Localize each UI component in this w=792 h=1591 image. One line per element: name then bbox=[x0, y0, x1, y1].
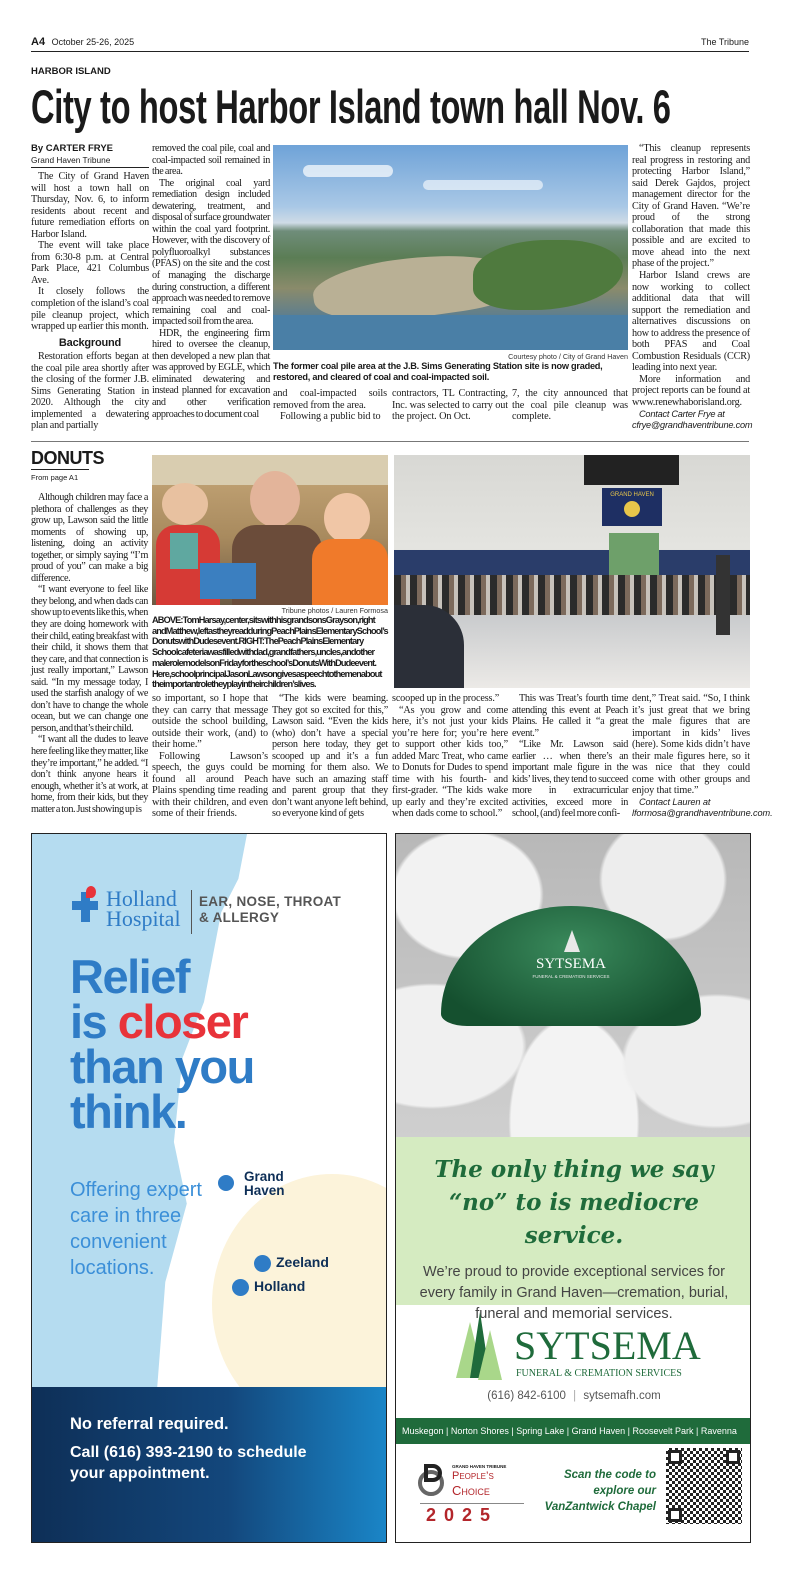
caption-above-text: Tom Harsay, center, sits with his grandsons Grayson, right and Matthew, left as they read during Peach Plains Elementary School’s Donuts with Dudes event. bbox=[152, 615, 388, 647]
holland-hospital-ad[interactable] bbox=[31, 833, 387, 1543]
location-dot-icon bbox=[232, 1279, 249, 1296]
donuts-column-5 bbox=[512, 693, 628, 820]
paragraph: Following Lawson’s speech, the guys could be found all around Peach Plains spending time reading with their children, and even some of their friends. bbox=[152, 750, 268, 820]
byline-affiliation: Grand Haven Tribune bbox=[31, 155, 111, 165]
headline bbox=[31, 79, 747, 134]
headline-band bbox=[396, 1137, 751, 1322]
paragraph: “The kids were beaming. They got so excited for this,” Lawson said. “Even the kids (who) don’t have a special person here today, they get scooped up and it’s a fun morning for them also. We have such an amazing staff and parent group that they don’t want anyone left behind, so everyone kind of gets bbox=[272, 693, 388, 820]
donuts-column-4 bbox=[392, 693, 508, 820]
donuts-photo-caption bbox=[152, 615, 388, 690]
contact-line: Contact Carter Frye at cfrye@grandhaventribune.com bbox=[632, 408, 753, 430]
sytsema-tree-logo-icon bbox=[456, 1312, 502, 1382]
paragraph: Following a public bid to bbox=[280, 411, 381, 423]
paragraph: contractors, TL Contracting, Inc. was selected to carry out the project. On Oct. bbox=[392, 388, 508, 423]
scan-text: Scan the code to explore our VanZantwick Chapel bbox=[544, 1469, 656, 1513]
sytsema-brand: SYTSEMA bbox=[514, 1323, 701, 1368]
paragraph: The event will take place from 6:30-8 p.m. at Central Park Place, 421 Columbus Ave. bbox=[31, 240, 149, 286]
article-column-6 bbox=[632, 143, 753, 431]
paragraph: “This cleanup represents real progress in restoring and protecting Harbor Island,” said Derek Gajdos, project management director for the City of Grand Haven. “We’re proud of the strong collaboration that made this possible and are excited to move ahead into the next phase of the project.” bbox=[632, 143, 750, 270]
paragraph: and coal-impacted soils removed from the area. bbox=[273, 388, 387, 411]
cafeteria-event-photo bbox=[394, 455, 750, 688]
page-header bbox=[31, 36, 749, 50]
paragraph: HDR, the engineering firm hired to oversee the cleanup, then developed a new plan that was approved by EGLE, which eliminated dewatering and instead planned for excavation and other verification approaches to document coal bbox=[152, 327, 270, 420]
holland-brand: Holland Hospital bbox=[106, 886, 181, 931]
qr-code[interactable] bbox=[666, 1448, 742, 1524]
caption-right-label: RIGHT: bbox=[238, 636, 265, 647]
byline: By CARTER FRYE bbox=[31, 143, 113, 154]
offering-text: Offering expert care in three convenient locations. bbox=[70, 1179, 202, 1279]
article-column-2 bbox=[152, 143, 270, 420]
paragraph: Harbor Island crews are now working to collect additional data that will support the remediation and alternatives discussions on how to address the presence of both PFAS and Coal Combustion Residuals (CCR) leading into next year. bbox=[632, 270, 750, 374]
location-zeeland: Zeeland bbox=[254, 1254, 329, 1270]
website-link[interactable]: sytsemafh.com bbox=[583, 1390, 661, 1402]
umbrellas-photo bbox=[396, 834, 751, 1137]
harbor-island-aerial-photo bbox=[273, 145, 628, 350]
photo-credit: Courtesy photo / City of Grand Haven bbox=[508, 352, 628, 361]
paragraph: “I want everyone to feel like they belong, and when dads can show up to events like this, when they are doing homework with their child, eating breakfast with their child, it shows them that they care, and that connection is just really important,” Lawson said. “In my message today, I used the starfish analogy of we don’t have to change the whole ocean, but we can change one person, and that’s their child. bbox=[31, 584, 148, 734]
umbrella-sub: FUNERAL & CREMATION SERVICES bbox=[532, 974, 610, 979]
article-column-3 bbox=[273, 388, 387, 423]
donuts-column-3 bbox=[272, 693, 388, 820]
paragraph: It closely follows the completion of the island’s coal pile cleanup project, which wrapped up earlier this month. bbox=[31, 286, 149, 333]
paper-name: The Tribune bbox=[700, 37, 749, 47]
donuts-column-2 bbox=[152, 693, 268, 820]
paragraph: The City of Grand Haven will host a town hall on Thursday, Nov. 6, to inform residents about recent and future remediation efforts on Harbor Island. bbox=[31, 171, 149, 240]
phone-number[interactable]: (616) 842-6100 bbox=[487, 1390, 566, 1402]
paragraph: so important, so I hope that they can carry that message outside the school building, outside their work, (and) to their home.” bbox=[152, 693, 268, 751]
paragraph: Although children may face a plethora of challenges as they grow up, Lawson said the little moments of showing up, listening, doing an activity together, or simply saying “I’m proud of you” can make a big difference. bbox=[31, 492, 148, 584]
cta-band: No referral required. Call (616) 393-2190 to schedule your appointment. bbox=[32, 1387, 387, 1543]
ad-headline: Relief is closer than you think. bbox=[70, 950, 254, 1138]
paragraph: dent,” Treat said. “So, I think it’s just great that we bring the male figures that are important in kids’ lives (here). Some kids didn’t have their male figures here, so it was nice that they could come with other groups and enjoy that time.” bbox=[632, 693, 750, 797]
donuts-column-6 bbox=[632, 693, 773, 819]
location-dot-icon bbox=[254, 1255, 271, 1272]
paragraph: Restoration efforts began at the coal pile area shortly after the closing of the former J.B. Sims Generating Station in 2020. Although the city implemented a dewatering plan and partially bbox=[31, 351, 149, 432]
donuts-title: DONUTS bbox=[31, 448, 104, 468]
caption-right-text: The Peach Plains Elementary School cafeteria was filled with dad, grandfathers, uncles, and other male role models on Friday for the school’s Donuts With Dude event. Here, school principal Jason Lawson gives a speech to the men about the important role they play in their children’s lives. bbox=[152, 636, 382, 690]
section-divider bbox=[31, 441, 749, 442]
page-number: A4 bbox=[31, 36, 46, 48]
sytsema-brand-sub: FUNERAL & CREMATION SERVICES bbox=[516, 1368, 682, 1379]
school-banner: GRAND HAVEN bbox=[602, 488, 662, 526]
sytsema-headline: The only thing we say “no” to is mediocre service. bbox=[434, 1156, 714, 1249]
paragraph: More information and project reports can be found at www.renewhaborisland.org. bbox=[632, 373, 750, 409]
locations-bar: Muskegon | Norton Shores | Spring Lake | Grand Haven | Roosevelt Park | Ravenna bbox=[396, 1418, 751, 1444]
paragraph: removed the coal pile, coal and coal-impacted soil remained in the area. bbox=[152, 143, 270, 178]
article-column-1 bbox=[31, 171, 149, 432]
caption-above-label: ABOVE: bbox=[152, 615, 183, 625]
location-dot-icon bbox=[218, 1175, 234, 1191]
donuts-contact-line: Contact Lauren at lformosa@grandhaventribune.com. bbox=[632, 796, 773, 818]
subhead-background: Background bbox=[58, 336, 122, 349]
sytsema-ad[interactable] bbox=[395, 833, 751, 1543]
sytsema-body: We’re proud to provide exceptional services for every family in Grand Haven—cremation, burial, funeral and memorial services. bbox=[419, 1264, 729, 1322]
paragraph: “As you grow and come here, it’s not just your kids you’re here for; you’re here to support other kids too,” added Marc Treat, who came to Donuts for Dudes to spend time with his fourth- and first-grader. “The kids wake up early and they’re excited when dads come to school.” bbox=[392, 704, 508, 820]
grandfather-reading-photo bbox=[152, 455, 388, 605]
article-column-4 bbox=[392, 388, 508, 423]
jump-line: From page A1 bbox=[31, 473, 79, 482]
paragraph: This was Treat’s fourth time attending this event at Peach Plains. He called it “a great event.” bbox=[512, 693, 628, 739]
donuts-column-1 bbox=[31, 492, 148, 815]
paragraph: scooped up in the process.” bbox=[392, 693, 500, 704]
logo-divider bbox=[191, 890, 192, 934]
paragraph: “Like Mr. Lawson said earlier … when there’s an important male figure in the kids’ lives, they tend to succeed more in extracurricular activities, exceed more in school, (and) feel more confi- bbox=[512, 739, 628, 820]
header-rule bbox=[31, 51, 749, 52]
department-name: EAR, NOSE, THROAT & ALLERGY bbox=[199, 894, 342, 925]
byline-rule bbox=[31, 167, 149, 168]
peoples-choice-award: GRAND HAVEN TRIBUNE People’s Choice 2025 bbox=[418, 1462, 530, 1524]
holland-hospital-logo-icon bbox=[72, 886, 102, 930]
umbrella-brand: SYTSEMA bbox=[535, 956, 606, 972]
donuts-title-rule bbox=[31, 469, 89, 470]
location-grand-haven: Grand Haven bbox=[218, 1170, 314, 1198]
article-column-5 bbox=[512, 388, 628, 423]
donuts-photo-credit: Tribune photos / Lauren Formosa bbox=[281, 606, 388, 615]
paragraph: The original coal yard remediation design included dewatering, treatment, and disposal of surface groundwater within the coal yard footprint. However, with the discovery of polyfluoroalkyl substances (PFAS) on the site and the cost of managing the discharge during construction, a different approach was needed to remove remaining coal and coal-impacted soil from the area. bbox=[152, 177, 270, 328]
section-label: HARBOR ISLAND bbox=[31, 66, 111, 77]
headline-text: City to host Harbor Island town hall Nov. 6 bbox=[31, 80, 671, 133]
separator: | bbox=[573, 1390, 577, 1402]
issue-date: October 25-26, 2025 bbox=[51, 37, 135, 47]
photo-caption: The former coal pile area at the J.B. Sims Generating Station site is now graded, restored, and cleared of coal and coal-impacted soil. bbox=[273, 361, 603, 382]
contact-info bbox=[396, 1390, 751, 1402]
location-holland: Holland bbox=[232, 1278, 305, 1294]
paragraph: “I want all the dudes to leave here feeling like they matter, like they’re important,” he added. “I don’t think anyone hears it enough, whether it’s at work, at home, from their kids, but they matter a ton. Just showing up is bbox=[31, 734, 148, 815]
paragraph: 7, the city announced that the coal pile cleanup was complete. bbox=[512, 388, 628, 423]
